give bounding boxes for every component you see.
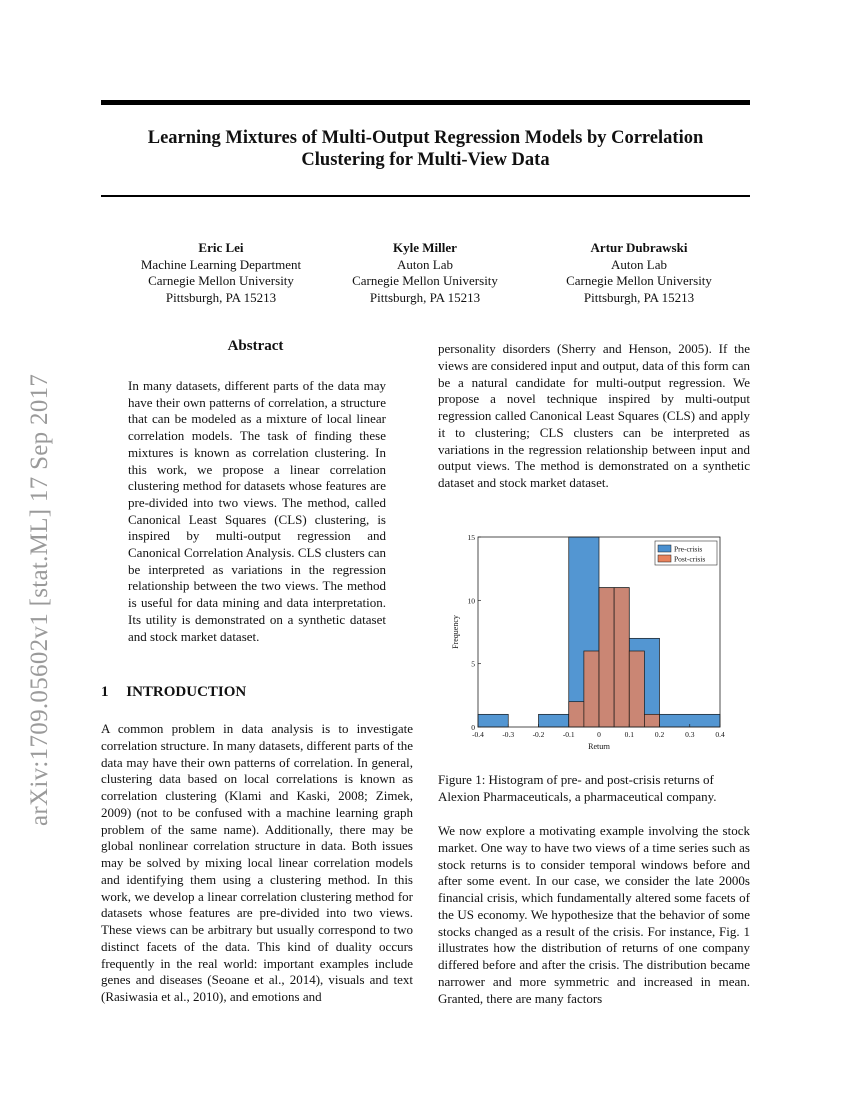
author-3 [519,240,759,306]
author-organization: Carnegie Mellon University [352,273,498,288]
intro-paragraph-continued: personality disorders (Sherry and Henson, 2005). If the views are considered input and output, data of this form can be a natural candidate for multi-output regression. We propose a novel technique inspired by multi-output regression called Canonical Least Squares (CLS) and apply it to clustering; CLS clusters can be interpreted as variations in the regression relationship between input and output views. The method is demonstrated on a synthetic dataset and stock market dataset. [438,341,750,490]
title-bottom-rule [101,195,750,197]
post-crisis-bar [584,651,599,727]
y-axis-label: Frequency [451,615,460,649]
post-crisis-bar [614,588,629,727]
x-tick-label: -0.3 [502,730,515,739]
post-crisis-bar [569,702,584,727]
intro-paragraph: A common problem in data analysis is to investigate correlation structure. In many datasets, different parts of the data may have their own patterns of correlation. In general, clustering data based on local correlations is known as correlation clustering (Klami and Kaski, 2008; Zimek, 2009) (not to be confused with a machine learning graph problem of the same name). Additionally, there may be global nonlinear correlation structure in data. Both issues may be solved by mixing local linear correlation models and identifying them using a clustering method. In this work, we develop a linear correlation clustering method for datasets whose features are pre-divided into two views. These views can be arbitrary but usually correspond to two distinct facets of the data. This kind of duality occurs frequently in the real world: important examples include genes and diseases (Seoane et al., 2014), visuals and text (Rasiwasia et al., 2010), and emotions and [101,721,413,1004]
pre-crisis-bar [539,714,569,727]
x-tick-label: -0.2 [532,730,545,739]
y-tick-label: 5 [471,659,475,669]
title-top-rule [101,100,750,105]
y-tick-label: 10 [467,596,475,606]
section-title: INTRODUCTION [126,684,247,700]
paper-title-line-1: Learning Mixtures of Multi-Output Regression Models by Correlation [147,128,704,148]
x-tick-label: -0.1 [562,730,575,739]
post-crisis-bar [644,714,659,727]
section-number: 1 [101,684,109,700]
author-organization: Carnegie Mellon University [148,273,294,288]
y-tick-label: 15 [467,533,475,542]
post-crisis-bar [629,651,644,727]
x-tick-label: 0.3 [685,730,695,739]
legend-label: Post-crisis [674,554,706,564]
legend-swatch [658,555,671,562]
author-2 [305,240,545,306]
author-address: Pittsburgh, PA 15213 [369,289,481,305]
x-tick-label: 0.1 [624,730,634,739]
paper-title [101,127,750,171]
author-organization: Carnegie Mellon University [566,273,712,288]
author-department: Auton Lab [611,256,667,272]
figure-1-histogram [446,528,736,764]
pre-crisis-bar [478,714,508,727]
author-name: Eric Lei [198,240,244,255]
x-tick-label: 0 [597,730,601,739]
x-tick-label: 0.2 [654,730,665,739]
figure-1-caption: Figure 1: Histogram of pre- and post-crisis returns of Alexion Pharmaceuticals, a pharmaceutical company. [438,772,717,804]
author-address: Pittsburgh, PA 15213 [583,289,695,305]
author-department: Machine Learning Department [140,256,302,272]
arxiv-stamp: arXiv:1709.05602v1 [stat.ML] 17 Sep 2017 [26,373,53,826]
x-tick-label: -0.4 [472,730,484,739]
y-tick-label: 0 [471,723,475,732]
legend-label: Pre-crisis [674,544,703,554]
author-address: Pittsburgh, PA 15213 [165,289,277,305]
paper-title-line-2: Clustering for Multi-View Data [301,150,550,170]
x-tick-label: 0.4 [715,730,725,739]
post-crisis-bar [599,588,614,727]
x-axis-label: Return [588,742,610,751]
abstract-text: In many datasets, different parts of the data may have their own patterns of correlation, a structure that can be modeled as a mixture of local linear correlation models. The task of finding these mixtures is known as correlation clustering. In this work, we propose a linear correlation clustering method for datasets whose features are pre-divided into two views. The method, called Canonical Least Squares (CLS) clustering, is inspired by multi-output regression and Canonical Correlation Analysis. CLS clusters can be interpreted as variations in the regression relationship between the two views. The method is useful for data mining and data interpretation. Its utility is demonstrated on a synthetic dataset and stock market dataset. [128,378,386,644]
author-department: Auton Lab [397,256,453,272]
section-heading [101,684,246,701]
abstract-heading: Abstract [227,338,284,354]
author-name: Artur Dubrawski [590,240,688,255]
motivating-example-paragraph: We now explore a motivating example involving the stock market. One way to have two views of a time series such as stock returns is to consider temporal windows before and after some event. In our case, we consider the late 2000s financial crisis, which fundamentally altered some facets of the US economy. We hypothesize that the behavior of some stocks changed as a result of the crisis. For instance, Fig. 1 illustrates how the distribution of returns of one company differed before and after the crisis. The distribution became narrower and more symmetric and increased in mean. Granted, there are many factors [438,823,750,1006]
author-name: Kyle Miller [393,240,457,255]
legend-swatch [658,545,671,552]
